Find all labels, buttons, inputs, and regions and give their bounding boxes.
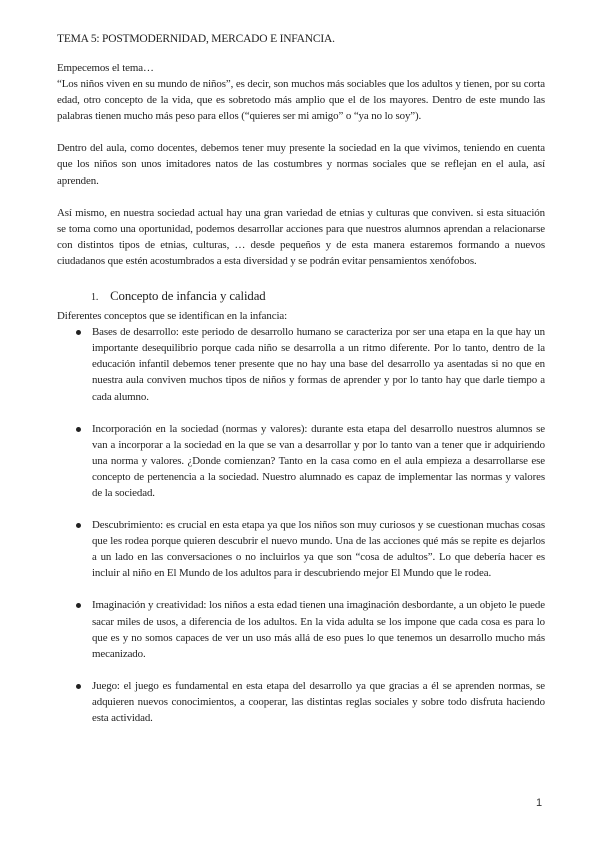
- list-item: [57, 421, 545, 501]
- bullet-icon: [76, 523, 81, 528]
- list-item-text: Juego: el juego es fundamental en esta etapa del desarrollo ya que gracias a él se aprenden normas, se adquieren nuevos conocimientos, a cooperar, las distintas reglas sociales y sobre todo disfruta haciendo esta actividad.: [92, 679, 545, 724]
- list-item-text: Bases de desarrollo: este periodo de desarrollo humano se caracteriza por ser una etapa en la que hay un importante desequilibrio porque cada niño se desarrolla a un ritmo diferente. Por lo tanto, dentro de la educación infantil debemos tener presente que no hay una base del desarrollo ya asentadas si no que en nuestra aula conviven muchos tipos de niños y formas de aprender y por lo tanto hay que darle tiempo a cada alumno.: [92, 326, 545, 403]
- bullet-icon: [76, 684, 81, 689]
- document-page: [57, 32, 545, 726]
- section-title: Concepto de infancia y calidad: [110, 289, 266, 304]
- paragraph-3: Así mismo, en nuestra sociedad actual hay una gran variedad de etnias y culturas que conviven. si esta situación se toma como una oportunidad, podemos desarrollar acciones para que nuestros alumnos aprendan a relacionarse con distintos tipos de etnias, culturas, … desde pequeños y de esta manera estaremos formando a nuevos ciudadanos que estén acostumbrados a esta diversidad y se podrán evitar pensamientos xenófobos.: [57, 206, 545, 267]
- list-item-text: Descubrimiento: es crucial en esta etapa ya que los niños son muy curiosos y se cuestionan muchas cosas que les rodea porque quieren descubrir el nuevo mundo. Una de las acciones qué más se repite es dejarlos a un lado en las conversaciones o no incluirlos ya que son “cosa de adultos”. Lo que debería hacer es incluir al niño en El Mundo de los adultos para ir descubriendo mejor El Mundo que le rodea.: [92, 519, 545, 580]
- section-heading: [91, 288, 545, 306]
- bullet-icon: [76, 427, 81, 432]
- section-lead: Diferentes conceptos que se identifican en la infancia:: [57, 310, 288, 323]
- bullet-icon: [76, 603, 81, 608]
- bullet-icon: [76, 330, 81, 335]
- list-item: [57, 324, 545, 404]
- intro-line: Empecemos el tema…: [57, 62, 154, 74]
- paragraph-2: Dentro del aula, como docentes, debemos tener muy presente la sociedad en la que vivimos, teniendo en cuenta que los niños son unos imitadores natos de las costumbres y normas sociales que se reflejan en el aula, así aprenden.: [57, 142, 545, 187]
- list-item: [57, 597, 545, 661]
- section-number: 1.: [91, 292, 99, 304]
- bullet-list: [57, 324, 545, 726]
- list-item: [57, 678, 545, 726]
- page-number: 1: [536, 797, 543, 809]
- document-title: TEMA 5: POSTMODERNIDAD, MERCADO E INFANCIA.: [57, 33, 335, 45]
- list-item-text: Incorporación en la sociedad (normas y valores): durante esta etapa del desarrollo nuestros alumnos se van a incorporar a la sociedad en la que se van a desarrollar y por lo tanto van a tener que ir adquiriendo una norma y valores. ¿Donde comienzan? Tanto en la casa como en el aula empieza a desarrollarse ese concepto de pertenencia a la sociedad. Nuestro alumnado es capaz de implementar las normas y valores de la sociedad.: [92, 422, 545, 499]
- paragraph-1: “Los niños viven en su mundo de niños”, es decir, son muchos más sociables que los adultos y tienen, por su corta edad, otro concepto de la vida, que es sobretodo más amplio que el de los mayores. Dentro de este mundo las palabras tienen mucho más peso para ellos (“quieres ser mi amigo” o “ya no lo soy”).: [57, 78, 545, 123]
- list-item: [57, 517, 545, 581]
- list-item-text: Imaginación y creatividad: los niños a esta edad tienen una imaginación desbordante, a un objeto le puede sacar miles de usos, a diferencia de los adultos. En la vida adulta se los impone que cada cosa es para lo que es y no somos capaces de ver un uso más allá de eso pues lo que tenemos un desarrollo mucho más mecanizado.: [92, 599, 545, 660]
